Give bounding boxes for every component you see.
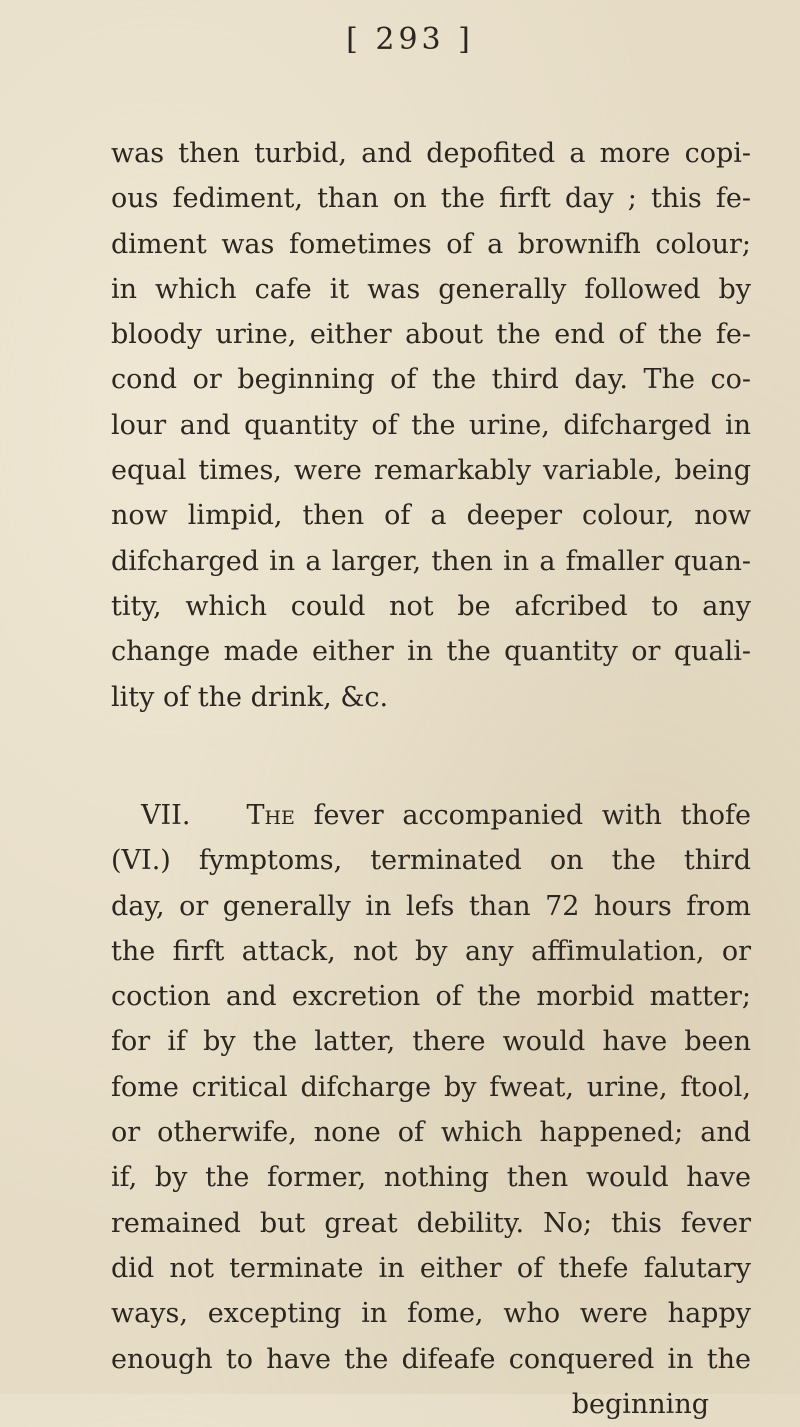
section-first-word: The — [246, 800, 295, 831]
page-number: [ 293 ] — [346, 22, 474, 57]
text-line: ways, excepting in fome, who were happy — [111, 1298, 751, 1330]
text-line: lour and quantity of the urine, difcharged in — [111, 409, 751, 441]
text-line: or otherwife, none of which happened; and — [111, 1117, 751, 1149]
text-line: equal times, were remarkably variable, being — [111, 455, 751, 487]
text-line: ous fediment, than on the firft day ; this fe- — [111, 183, 751, 215]
text-line: did not terminate in either of thefe falutary — [111, 1252, 751, 1284]
section-opening-line — [111, 793, 751, 838]
text-line: enough to have the difeafe conquered in the — [111, 1343, 751, 1375]
section-first-line-text: fever accompanied with thofe — [313, 800, 751, 831]
text-line: fome critical difcharge by fweat, urine, ftool, — [111, 1071, 751, 1103]
text-line: for if by the latter, there would have been — [111, 1026, 751, 1058]
text-line: bloody urine, either about the end of the fe- — [111, 319, 751, 351]
text-line: cond or beginning of the third day. The co- — [111, 364, 751, 396]
text-line: was then turbid, and depofited a more copi- — [111, 138, 751, 169]
text-line: the firft attack, not by any affimulation, or — [111, 935, 751, 967]
text-line: in which cafe it was generally followed by — [111, 273, 751, 305]
section-number: VII. — [141, 800, 191, 831]
text-line: coction and excretion of the morbid matter; — [111, 981, 751, 1013]
paragraph-2 — [111, 793, 751, 1427]
text-line: difcharged in a larger, then in a fmaller quan- — [111, 545, 751, 577]
text-line: diment was fometimes of a brownifh colour; — [111, 228, 751, 260]
text-line: day, or generally in lefs than 72 hours from — [111, 890, 751, 922]
text-line: (VI.) fymptoms, terminated on the third — [111, 845, 751, 877]
text-line: remained but great debility. No; this fever — [111, 1207, 751, 1239]
text-line: if, by the former, nothing then would have — [111, 1162, 751, 1194]
text-line: lity of the drink, &c. — [111, 681, 389, 713]
text-line: now limpid, then of a deeper colour, now — [111, 500, 751, 532]
paragraph-1 — [111, 131, 751, 720]
text-line: change made either in the quantity or quali- — [111, 636, 751, 668]
catchword: beginning — [571, 1388, 709, 1420]
text-line: tity, which could not be afcribed to any — [111, 590, 751, 622]
